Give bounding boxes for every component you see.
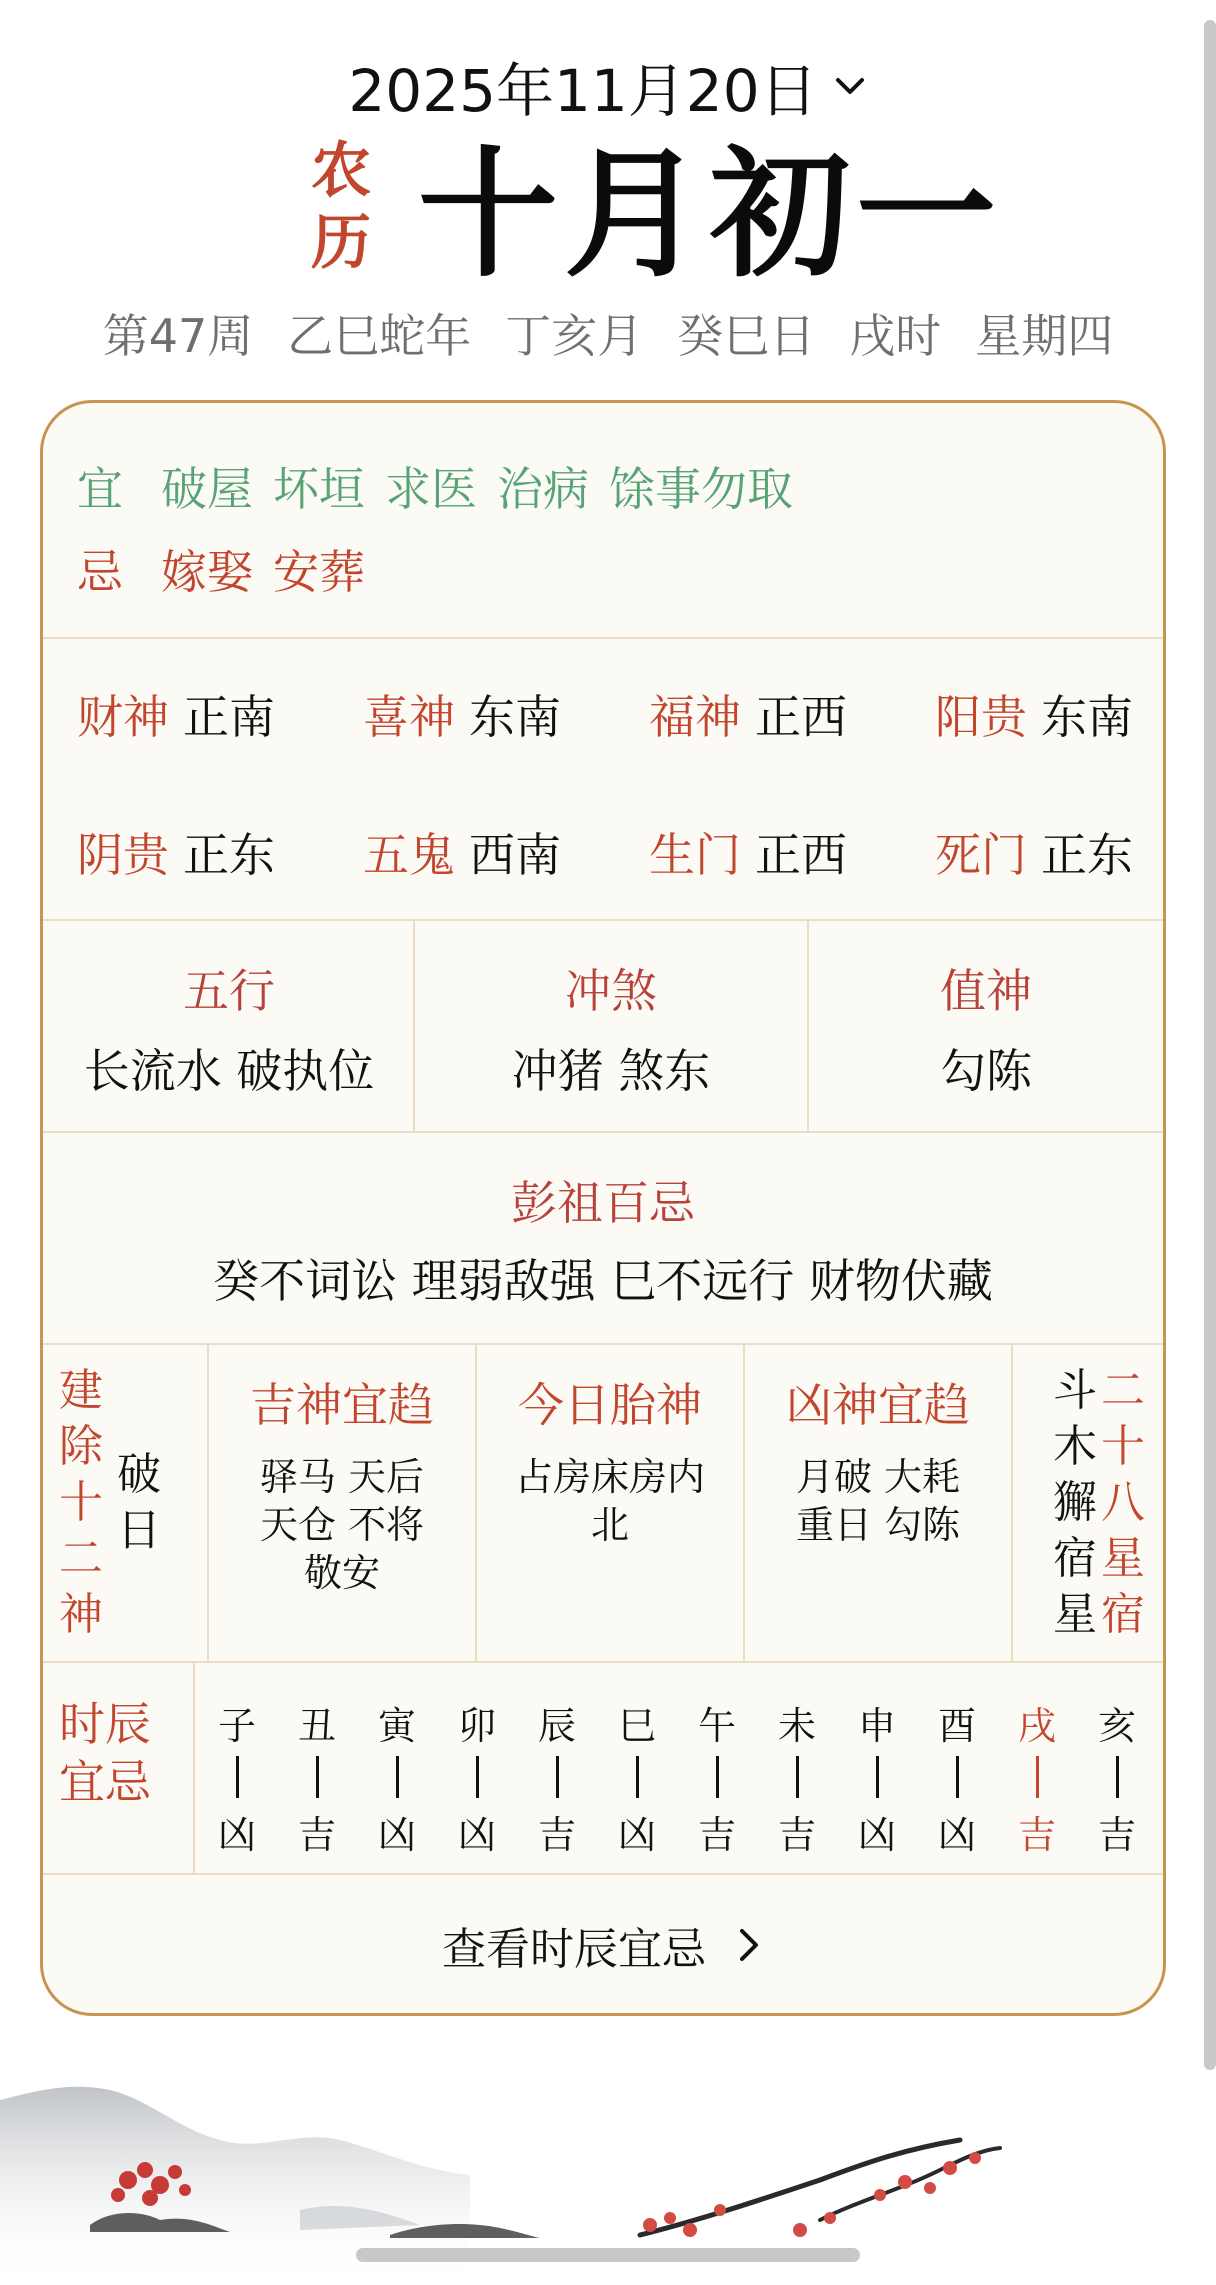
hour-item: 丑 吉	[297, 1704, 336, 1857]
ji-item: 安葬	[273, 545, 365, 599]
pengzu-title: 彭祖百忌	[511, 1176, 695, 1230]
view-hours-button[interactable]	[43, 1875, 1163, 2015]
god-direction: 喜神 东南	[363, 690, 561, 744]
hour-item: 午 吉	[697, 1704, 736, 1857]
weekday: 星期四	[975, 309, 1114, 363]
taishen-title: 今日胎神	[518, 1378, 702, 1432]
yi-label: 宜	[77, 462, 123, 516]
hour-item: 申 凶	[857, 1704, 896, 1857]
god-direction: 生门 正西	[649, 828, 847, 882]
chongsha-cell	[415, 955, 807, 1101]
jianchu-label: 建 除 十 二 神	[59, 1365, 103, 1640]
yi-item: 坏垣	[273, 462, 365, 516]
lunar-tag-bottom: 历	[311, 208, 371, 278]
taishen-body: 占房床房内 北	[514, 1455, 705, 1547]
date-subinfo	[0, 300, 1216, 366]
xiongshen-title: 凶神宜趋	[786, 1378, 970, 1432]
ji-label: 忌	[77, 545, 123, 599]
zhishen-value: 勾陈	[940, 1044, 1032, 1098]
yi-row	[77, 453, 813, 519]
god-direction: 阴贵 正东	[77, 828, 275, 882]
chevron-down-icon	[832, 68, 868, 104]
lunar-day: 十月初一	[418, 134, 1003, 297]
xiu-value: 斗 木 獬 宿 星	[1053, 1365, 1097, 1640]
month-ganzhi: 丁亥月	[505, 309, 644, 363]
god-direction: 财神 正南	[77, 690, 275, 744]
hour-item: 未 吉	[777, 1704, 816, 1857]
wuxing-value: 长流水 破执位	[83, 1044, 375, 1098]
yi-item: 馀事勿取	[609, 462, 793, 516]
shen-section	[43, 1343, 1163, 1661]
wuxing-cell	[43, 955, 415, 1101]
gods-directions	[43, 643, 1163, 923]
almanac-card	[40, 400, 1166, 2016]
yi-item: 破屋	[161, 462, 253, 516]
hours-label: 时辰 宜忌	[59, 1697, 151, 1809]
wuxing-chongsha-zhishen	[43, 921, 1163, 1131]
chongsha-title: 冲煞	[565, 964, 657, 1018]
yi-item: 求医	[385, 462, 477, 516]
home-indicator[interactable]	[356, 2248, 860, 2262]
god-direction: 死门 正东	[935, 828, 1133, 882]
wuxing-title: 五行	[183, 964, 275, 1018]
ji-row	[77, 536, 385, 602]
ji-item: 嫁娶	[161, 545, 253, 599]
pengzu-section	[43, 1133, 1163, 1343]
day-ganzhi: 癸巳日	[677, 309, 816, 363]
hour-item: 亥 吉	[1097, 1704, 1136, 1857]
hour-ganzhi: 戌时	[849, 309, 942, 363]
lunar-tag-top: 农	[311, 136, 371, 206]
jianchu-value: 破 日	[117, 1449, 161, 1556]
hour-item: 子 凶	[217, 1704, 256, 1857]
zhishen-cell	[809, 955, 1163, 1101]
view-hours-label: 查看时辰宜忌	[442, 1924, 706, 1975]
god-direction: 福神 正西	[649, 690, 847, 744]
hour-item: 辰 吉	[537, 1704, 576, 1857]
date-selector[interactable]	[0, 44, 1216, 128]
lunar-date	[0, 134, 1216, 297]
week-number: 第47周	[102, 309, 254, 363]
lunar-tag	[308, 135, 374, 279]
divider	[1011, 1343, 1013, 1661]
chevron-right-icon	[734, 1925, 764, 1965]
hour-item: 酉 凶	[937, 1704, 976, 1857]
divider	[193, 1661, 195, 1873]
xiu-label: 二 十 八 星 宿	[1101, 1365, 1145, 1640]
hour-item: 巳 凶	[617, 1704, 656, 1857]
hour-item: 寅 凶	[377, 1704, 416, 1857]
pengzu-value: 癸不词讼 理弱敌强 巳不远行 财物伏藏	[213, 1254, 993, 1308]
hour-item: 卯 凶	[457, 1704, 496, 1857]
jishen-body: 驿马 天后 天仓 不将 敬安	[259, 1455, 425, 1595]
hour-item-current: 戌 吉	[1017, 1704, 1056, 1857]
divider	[43, 637, 1163, 639]
date-text: 2025年11月20日	[348, 57, 818, 125]
chongsha-value: 冲猪 煞东	[511, 1044, 711, 1098]
god-direction: 阳贵 东南	[935, 690, 1133, 744]
jishen-title: 吉神宜趋	[250, 1378, 434, 1432]
yi-item: 治病	[497, 462, 589, 516]
god-direction: 五鬼 西南	[363, 828, 561, 882]
zhishen-title: 值神	[940, 964, 1032, 1018]
year-ganzhi: 乙巳蛇年	[287, 309, 472, 363]
xiongshen-body: 月破 大耗 重日 勾陈	[795, 1455, 961, 1547]
hours-section	[43, 1661, 1163, 1873]
